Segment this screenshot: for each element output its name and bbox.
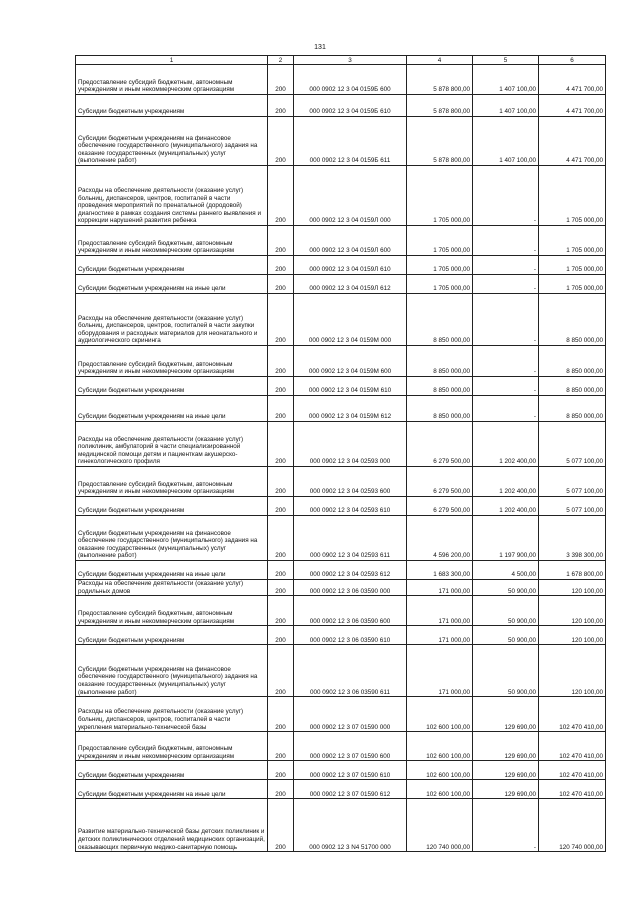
row-value-6: 102 470 410,00 — [539, 780, 606, 799]
column-header: 4 — [407, 56, 473, 65]
row-value-6: 4 471 700,00 — [539, 117, 606, 166]
row-value-6: 1 705 000,00 — [539, 256, 606, 275]
row-column-2: 200 — [268, 732, 294, 761]
row-code: 000 0902 12 3 04 02593 000 — [294, 422, 407, 467]
row-code: 000 0902 12 3 04 0159М 000 — [294, 294, 407, 346]
table-row — [76, 580, 606, 596]
row-name: Субсидии бюджетным учреждениям — [76, 761, 268, 780]
row-value-5: 50 900,00 — [473, 580, 539, 596]
row-name: Предоставление субсидий бюджетным, автономным учреждениям и иным некоммерческим организациям — [76, 467, 268, 497]
row-value-5: - — [473, 377, 539, 396]
row-column-2: 200 — [268, 256, 294, 275]
row-name: Предоставление субсидий бюджетным, автономным учреждениям и иным некоммерческим организациям — [76, 226, 268, 256]
row-value-6: 102 470 410,00 — [539, 697, 606, 732]
table-row — [76, 626, 606, 645]
row-value-4: 171 000,00 — [407, 596, 473, 626]
row-value-6: 120 100,00 — [539, 596, 606, 626]
row-code: 000 0902 12 3 04 0159Б 611 — [294, 117, 407, 166]
row-value-5: - — [473, 275, 539, 294]
row-name: Субсидии бюджетным учреждениям на иные цели — [76, 561, 268, 580]
row-value-5: - — [473, 166, 539, 226]
row-value-5: - — [473, 226, 539, 256]
table-row — [76, 166, 606, 226]
row-column-2: 200 — [268, 377, 294, 396]
row-value-5: 129 690,00 — [473, 780, 539, 799]
row-value-5: 1 202 400,00 — [473, 467, 539, 497]
row-value-5: - — [473, 346, 539, 377]
row-column-2: 200 — [268, 497, 294, 516]
row-column-2: 200 — [268, 561, 294, 580]
table-row — [76, 732, 606, 761]
table-row — [76, 761, 606, 780]
row-value-6: 1 705 000,00 — [539, 166, 606, 226]
column-header: 6 — [539, 56, 606, 65]
row-value-5: 50 900,00 — [473, 596, 539, 626]
row-code: 000 0902 12 3 04 02593 610 — [294, 497, 407, 516]
row-value-4: 8 850 000,00 — [407, 377, 473, 396]
row-value-6: 102 470 410,00 — [539, 732, 606, 761]
table-row — [76, 294, 606, 346]
row-value-5: 1 407 100,00 — [473, 117, 539, 166]
row-value-5: 4 500,00 — [473, 561, 539, 580]
table-row — [76, 780, 606, 799]
row-name: Расходы на обеспечение деятельности (оказание услуг) больниц, диспансеров, центров, госпиталей в части закупки оборудования и расходных материалов для неонатального и аудиологического скрининга — [76, 294, 268, 346]
row-column-2: 200 — [268, 516, 294, 561]
row-column-2: 200 — [268, 761, 294, 780]
row-code: 000 0902 12 3 07 01590 600 — [294, 732, 407, 761]
table-row — [76, 467, 606, 497]
table-row — [76, 422, 606, 467]
table-row — [76, 799, 606, 852]
row-value-6: 4 471 700,00 — [539, 65, 606, 95]
row-name: Субсидии бюджетным учреждениям — [76, 256, 268, 275]
row-column-2: 200 — [268, 166, 294, 226]
table-row — [76, 275, 606, 294]
row-column-2: 200 — [268, 346, 294, 377]
row-value-6: 3 398 300,00 — [539, 516, 606, 561]
row-value-5: 1 197 900,00 — [473, 516, 539, 561]
row-value-4: 1 705 000,00 — [407, 256, 473, 275]
row-name: Субсидии бюджетным учреждениям на финансовое обеспечение государственного (муниципального) задания на оказание государственных (муниципальных) услуг (выполнение работ) — [76, 645, 268, 697]
table-row — [76, 226, 606, 256]
row-column-2: 200 — [268, 117, 294, 166]
row-column-2: 200 — [268, 626, 294, 645]
row-code: 000 0902 12 3 N4 51700 000 — [294, 799, 407, 852]
row-name: Субсидии бюджетным учреждениям на финансовое обеспечение государственного (муниципального) задания на оказание государственных (муниципальных) услуг (выполнение работ) — [76, 117, 268, 166]
row-value-6: 5 077 100,00 — [539, 497, 606, 516]
row-column-2: 200 — [268, 799, 294, 852]
row-code: 000 0902 12 3 04 0159Б 610 — [294, 95, 407, 117]
budget-table — [75, 55, 606, 852]
row-value-6: 1 678 800,00 — [539, 561, 606, 580]
row-value-5: 1 202 400,00 — [473, 497, 539, 516]
row-value-5: 50 900,00 — [473, 626, 539, 645]
table-row — [76, 697, 606, 732]
row-value-4: 171 000,00 — [407, 626, 473, 645]
row-value-5: 129 690,00 — [473, 697, 539, 732]
row-code: 000 0902 12 3 04 0159М 612 — [294, 396, 407, 422]
row-value-5: - — [473, 799, 539, 852]
row-code: 000 0902 12 3 04 02593 611 — [294, 516, 407, 561]
table-row — [76, 117, 606, 166]
row-value-5: - — [473, 256, 539, 275]
row-column-2: 200 — [268, 645, 294, 697]
row-column-2: 200 — [268, 422, 294, 467]
row-value-6: 4 471 700,00 — [539, 95, 606, 117]
row-column-2: 200 — [268, 226, 294, 256]
row-value-5: 1 407 100,00 — [473, 95, 539, 117]
row-value-4: 6 279 500,00 — [407, 422, 473, 467]
row-value-4: 8 850 000,00 — [407, 346, 473, 377]
table-row — [76, 645, 606, 697]
table-row — [76, 65, 606, 95]
row-value-4: 102 600 100,00 — [407, 761, 473, 780]
row-value-6: 5 077 100,00 — [539, 467, 606, 497]
row-value-5: 129 690,00 — [473, 732, 539, 761]
row-name: Предоставление субсидий бюджетным, автономным учреждениям и иным некоммерческим организациям — [76, 346, 268, 377]
row-code: 000 0902 12 3 07 01590 612 — [294, 780, 407, 799]
row-value-4: 8 850 000,00 — [407, 396, 473, 422]
table-row — [76, 256, 606, 275]
row-column-2: 200 — [268, 697, 294, 732]
table-row — [76, 596, 606, 626]
row-column-2: 200 — [268, 467, 294, 497]
row-value-6: 1 705 000,00 — [539, 275, 606, 294]
row-code: 000 0902 12 3 04 0159М 610 — [294, 377, 407, 396]
row-value-6: 120 100,00 — [539, 626, 606, 645]
row-name: Расходы на обеспечение деятельности (оказание услуг) родильных домов — [76, 580, 268, 596]
row-value-4: 1 705 000,00 — [407, 166, 473, 226]
row-name: Предоставление субсидий бюджетным, автономным учреждениям и иным некоммерческим организациям — [76, 65, 268, 95]
row-code: 000 0902 12 3 04 0159Л 000 — [294, 166, 407, 226]
row-name: Субсидии бюджетным учреждениям — [76, 626, 268, 645]
row-code: 000 0902 12 3 04 0159Л 600 — [294, 226, 407, 256]
table-row — [76, 497, 606, 516]
row-value-4: 1 705 000,00 — [407, 275, 473, 294]
row-value-4: 1 683 300,00 — [407, 561, 473, 580]
row-name: Субсидии бюджетным учреждениям на финансовое обеспечение государственного (муниципального) задания на оказание государственных (муниципальных) услуг (выполнение работ) — [76, 516, 268, 561]
row-value-4: 120 740 000,00 — [407, 799, 473, 852]
row-column-2: 200 — [268, 294, 294, 346]
table-row — [76, 516, 606, 561]
row-name: Развитие материально-технической базы детских поликлиник и детских поликлинических отделений медицинских организаций, оказывающих первичную медико-санитарную помощь — [76, 799, 268, 852]
row-code: 000 0902 12 3 04 02593 612 — [294, 561, 407, 580]
row-name: Субсидии бюджетным учреждениям — [76, 377, 268, 396]
row-column-2: 200 — [268, 596, 294, 626]
row-code: 000 0902 12 3 04 0159Л 612 — [294, 275, 407, 294]
row-code: 000 0902 12 3 06 03590 000 — [294, 580, 407, 596]
row-column-2: 200 — [268, 780, 294, 799]
row-code: 000 0902 12 3 06 03590 611 — [294, 645, 407, 697]
row-name: Предоставление субсидий бюджетным, автономным учреждениям и иным некоммерческим организациям — [76, 732, 268, 761]
row-value-4: 6 279 500,00 — [407, 497, 473, 516]
column-header: 5 — [473, 56, 539, 65]
row-value-6: 8 850 000,00 — [539, 346, 606, 377]
row-column-2: 200 — [268, 65, 294, 95]
row-value-5: 1 202 400,00 — [473, 422, 539, 467]
row-name: Предоставление субсидий бюджетным, автономным учреждениям и иным некоммерческим организациям — [76, 596, 268, 626]
row-value-6: 8 850 000,00 — [539, 396, 606, 422]
row-name: Субсидии бюджетным учреждениям на иные цели — [76, 780, 268, 799]
row-value-4: 171 000,00 — [407, 645, 473, 697]
row-column-2: 200 — [268, 95, 294, 117]
table-row — [76, 396, 606, 422]
row-column-2: 200 — [268, 275, 294, 294]
row-value-4: 171 000,00 — [407, 580, 473, 596]
row-code: 000 0902 12 3 04 0159М 600 — [294, 346, 407, 377]
page-number: 131 — [314, 44, 326, 51]
row-value-5: - — [473, 396, 539, 422]
column-header: 2 — [268, 56, 294, 65]
row-code: 000 0902 12 3 04 02593 600 — [294, 467, 407, 497]
table-row — [76, 346, 606, 377]
row-value-6: 8 850 000,00 — [539, 294, 606, 346]
row-code: 000 0902 12 3 04 0159Б 600 — [294, 65, 407, 95]
row-value-6: 120 740 000,00 — [539, 799, 606, 852]
table-row — [76, 95, 606, 117]
row-value-6: 8 850 000,00 — [539, 377, 606, 396]
row-value-5: 129 690,00 — [473, 761, 539, 780]
row-name: Расходы на обеспечение деятельности (оказание услуг) поликлиник, амбулаторий в части специализированной медицинской помощи детям и пациенткам акушерско-гинекологического профиля — [76, 422, 268, 467]
row-value-4: 5 878 800,00 — [407, 117, 473, 166]
column-header: 3 — [294, 56, 407, 65]
row-value-4: 4 596 200,00 — [407, 516, 473, 561]
row-value-6: 120 100,00 — [539, 580, 606, 596]
row-code: 000 0902 12 3 04 0159Л 610 — [294, 256, 407, 275]
row-value-4: 6 279 500,00 — [407, 467, 473, 497]
header-row — [76, 56, 606, 65]
row-code: 000 0902 12 3 06 03590 600 — [294, 596, 407, 626]
row-code: 000 0902 12 3 07 01590 610 — [294, 761, 407, 780]
row-name: Расходы на обеспечение деятельности (оказание услуг) больниц, диспансеров, центров, госпиталей в части укрепления материально-технической базы — [76, 697, 268, 732]
row-column-2: 200 — [268, 580, 294, 596]
row-value-4: 1 705 000,00 — [407, 226, 473, 256]
row-code: 000 0902 12 3 06 03590 610 — [294, 626, 407, 645]
row-value-4: 8 850 000,00 — [407, 294, 473, 346]
row-value-4: 102 600 100,00 — [407, 780, 473, 799]
row-value-5: - — [473, 294, 539, 346]
row-column-2: 200 — [268, 396, 294, 422]
row-name: Субсидии бюджетным учреждениям — [76, 497, 268, 516]
row-value-4: 102 600 100,00 — [407, 697, 473, 732]
table-row — [76, 561, 606, 580]
table-row — [76, 377, 606, 396]
row-value-6: 5 077 100,00 — [539, 422, 606, 467]
row-name: Субсидии бюджетным учреждениям на иные цели — [76, 396, 268, 422]
row-value-4: 5 878 800,00 — [407, 65, 473, 95]
row-value-5: 1 407 100,00 — [473, 65, 539, 95]
row-value-6: 102 470 410,00 — [539, 761, 606, 780]
row-name: Субсидии бюджетным учреждениям — [76, 95, 268, 117]
row-name: Расходы на обеспечение деятельности (оказание услуг) больниц, диспансеров, центров, госпиталей в части проведения мероприятий по пренатальной (дородовой) диагностике в рамках создания системы раннего выявления и коррекции нарушений развития ребенка — [76, 166, 268, 226]
row-code: 000 0902 12 3 07 01590 000 — [294, 697, 407, 732]
row-value-4: 5 878 800,00 — [407, 95, 473, 117]
row-value-4: 102 600 100,00 — [407, 732, 473, 761]
row-value-6: 120 100,00 — [539, 645, 606, 697]
row-value-5: 50 900,00 — [473, 645, 539, 697]
row-value-6: 1 705 000,00 — [539, 226, 606, 256]
row-name: Субсидии бюджетным учреждениям на иные цели — [76, 275, 268, 294]
column-header: 1 — [76, 56, 268, 65]
